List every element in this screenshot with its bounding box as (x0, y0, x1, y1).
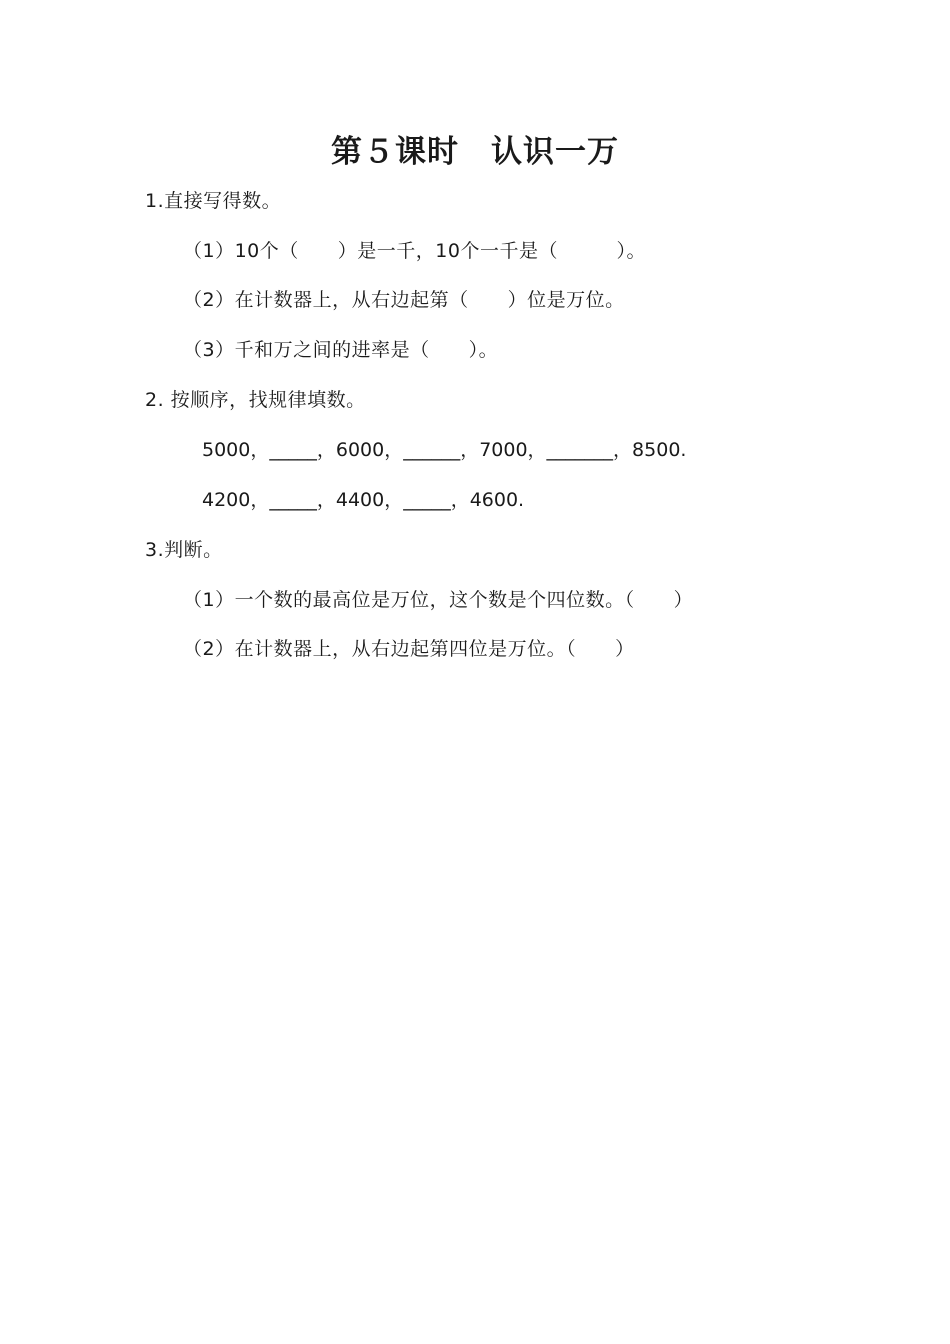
section-3-item-2: （2）在计数器上，从右边起第四位是万位。（ ） (183, 638, 635, 660)
section-2-sequence-2: 4200，_____，4400，_____，4600. (202, 489, 525, 511)
page-title: 第５课时 认识一万 (331, 134, 619, 170)
section-1-item-2: （2）在计数器上，从右边起第（ ）位是万位。 (183, 289, 625, 311)
section-3-heading: 3.判断。 (145, 539, 223, 561)
section-2-heading: 2. 按顺序，找规律填数。 (145, 389, 366, 411)
section-1-heading: 1.直接写得数。 (145, 190, 282, 212)
section-1-item-1: （1）10个（ ）是一千，10个一千是（ ）。 (183, 240, 646, 262)
section-2-sequence-1: 5000，_____，6000，______，7000，_______，8500. (202, 439, 687, 461)
section-1-item-3: （3）千和万之间的进率是（ ）。 (183, 339, 499, 361)
section-3-item-1: （1）一个数的最高位是万位，这个数是个四位数。（ ） (183, 589, 694, 611)
